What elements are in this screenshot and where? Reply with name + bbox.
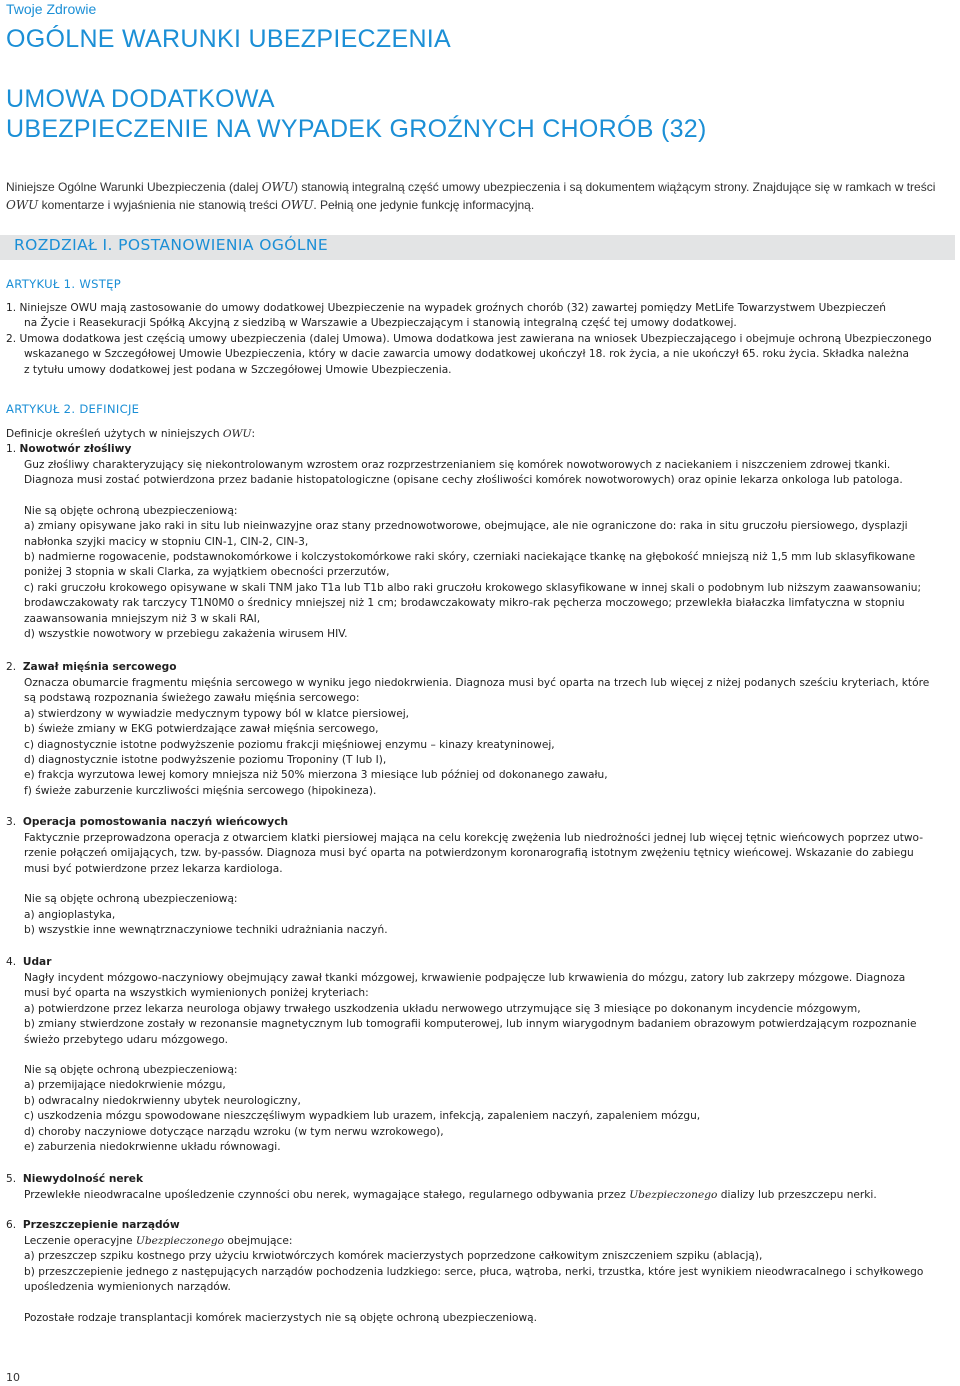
definition-5-body: Przewlekłe nieodwracalne upośledzenie czynności obu nerek, wymagające stałego, regularnego odbywania przez Ubezpieczonego dializy lub przeszczepu nerki. [24,1189,877,1201]
definition-4-heading: 4. Udar [6,956,52,968]
definition-1-body: Guz złośliwy charakteryzujący się niekontrolowanym wzrostem oraz rozprzestrzenianiem się komórek nowotworowych z naciekaniem i niszczeniem zdrowej tkanki. Diagnoza musi zostać potwierdzona przez badanie histopatologiczne (opisane cechy złośliwości komórek nowotworowych) oraz opinie lekarza onkologa lub patologa. Nie są objęte ochroną ubezpieczeniową: a) zmiany opisywane jako raki in situ lub nieinwazyjne oraz stany przednowotworowe, obejmujące, ale nie ograniczone do: raka in situ gruczołu piersiowego, dysplazji nabłonka szyjki macicy w stopniu CIN-1, CIN-2, CIN-3, b) nadmierne rogowacenie, podstawnokomórkowe i kolczystokomórkowe raki skóry, czerniaki naciekające tkankę na głębokość mniejszą niż 1,5 mm lub sklasyfikowane poniżej 3 stopnia w skali Clarka, za wyjątkiem obecności przerzutów, c) raki gruczołu krokowego opisywane w skali TNM jako T1a lub T1b albo raki gruczołu krokowego sklasyfikowane w innej skali o podobnym lub niższym zaawansowaniu; brodawczakowaty rak tarczycy T1N0M0 o średnicy mniejszej niż 1 cm; brodawczakowaty mikro-rak pęcherza moczowego; przewlekła białaczka limfatyczna w stopniu zaawansowania mniejszym niż 3 w skali RAI, d) wszystkie nowotwory w przebiegu zakażenia wirusem HIV. [24,459,922,641]
document-title: OGÓLNE WARUNKI UBEZPIECZENIA [6,25,452,53]
article-1-heading: ARTYKUŁ 1. WSTĘP [6,277,122,291]
definition-number: 1. [6,443,17,456]
chapter-heading: ROZDZIAŁ I. POSTANOWIENIA OGÓLNE [14,236,329,254]
article-2-lead: Definicje określeń użytych w niniejszych OWU: 1. Nowotwór złośliwy [6,428,256,456]
article-1-body [6,301,956,378]
definition-5-heading: 5. Niewydolność nerek [6,1173,144,1185]
definition-4-body: Nagły incydent mózgowo-naczyniowy obejmujący zawał tkanki mózgowej, krwawienie podpajęcze lub krwawienia do mózgu, zatory lub zakrzepy mózgowe. Diagnoza musi być oparta na wszystkich wymienionych poniżej kryteriach: a) potwierdzone przez lekarza neurologa objawy trwałego uszkodzenia układu nerwowego utrzymujące się 3 miesiące po dokonanym incydencie mózgowym, b) zmiany stwierdzone zostały w rezonansie magnetycznym lub tomografii komputerowej, lub innym wiarygodnym badaniem obrazowym potwierdzającym rozpoznanie świeżo przebytego udaru mózgowego. Nie są objęte ochroną ubezpieczeniową: a) przemijające niedokrwienie mózgu, b) odwracalny niedokrwienny ubytek neurologiczny, c) uszkodzenia mózgu spowodowane nieszczęśliwym wypadkiem lub urazem, infekcją, zapaleniem naczyń, zapaleniem mózgu, d) choroby naczyniowe dotyczące narządu wzroku (w tym nerwu wzrokowego), e) zaburzenia niedokrwienne układu równowagi. [24,972,917,1154]
definition-title: Nowotwór złośliwy [19,443,132,456]
art1-p2-line: z tytułu umowy dodatkowej jest podana w Szczegółowej Umowie Ubezpieczenia. [24,363,452,376]
article-2-heading: ARTYKUŁ 2. DEFINICJE [6,402,140,416]
intro-paragraph: Niniejsze Ogólne Warunki Ubezpieczenia (dalej OWU) stanowią integralną część umowy ubezpieczenia i są dokumentem wiążącym strony. Znajdujące się w ramkach w treści OWU komentarze i wyjaśnienia nie stanowią treści OWU. Pełnią one jedynie funkcję informacyjną. [6,180,936,212]
art1-p1-line: na Życie i Reasekuracji Spółką Akcyjną z siedzibą w Warszawie a Ubezpieczającym i stanowią integralną część tej umowy dodatkowej. [24,317,737,330]
art1-p2-line: wskazanego w Szczegółowej Umowie Ubezpieczenia, który w dacie zawarcia umowy dodatkowej ukończył 18. rok życia, a nie ukończył 65. roku życia. Składka należna [24,348,910,361]
definition-2-body: Oznacza obumarcie fragmentu mięśnia sercowego w wyniku jego niedokrwienia. Diagnoza musi być oparta na trzech lub więcej z niżej podanych sześciu kryteriach, które są podstawą rozpoznania świeżego zawału mięśnia sercowego: a) stwierdzony w wywiadzie medycznym typowy ból w klatce piersiowej, b) świeże zmiany w EKG potwierdzające zawał mięśnia sercowego, c) diagnostycznie istotne podwyższenie poziomu frakcji mięśniowej enzymu – kinazy kreatyninowej, d) diagnostycznie istotne podwyższenie poziomu Troponiny (T lub I), e) frakcja wyrzutowa lewej komory mniejsza niż 50% mierzona 3 miesiące lub później od dokonanego zawału, f) świeże zaburzenie kurczliwości mięśnia sercowego (hipokineza). [24,677,930,797]
document-subtitle-2: UBEZPIECZENIE NA WYPADEK GROŹNYCH CHORÓB (32) [6,115,707,143]
definition-3-body: Faktycznie przeprowadzona operacja z otwarciem klatki piersiowej mająca na celu korekcję zwężenia lub niedrożności jednej lub więcej tętnic wieńcowych poprzez utwo- rzenie połączeń omijających, tzw. by-passów. Diagnoza musi być oparta na potwierdzonym koronarografią istotnym zwężeniu tętnicy wieńcowej. Wskazanie do zabiegu musi być potwierdzone przez lekarza kardiologa. Nie są objęte ochroną ubezpieczeniową: a) angioplastyka, b) wszystkie inne wewnątrznaczyniowe techniki udrażniania naczyń. [24,832,924,937]
definition-2-heading: 2. Zawał mięśnia sercowego [6,661,177,673]
definition-6-heading: 6. Przeszczepienie narządów [6,1219,180,1231]
chapter-heading-bar [0,235,955,260]
definition-6-body: Leczenie operacyjne Ubezpieczonego obejmujące: a) przeszczep szpiku kostnego przy użyciu krwiotwórczych komórek macierzystych poprzedzone całkowitym zniszczeniem szpiku (ablacją), b) przeszczepienie jednego z następujących narządów pochodzenia ludzkiego: serce, płuca, wątroba, nerki, trzustka, które jest wynikiem nieodwracalnego i schyłkowego upośledzenia wymienionych narządów. Pozostałe rodzaje transplantacji komórek macierzystych nie są objęte ochroną ubezpieczeniową. [24,1235,924,1324]
art1-p2-line: 2. Umowa dodatkowa jest częścią umowy ubezpieczenia (dalej Umowa). Umowa dodatkowa jest zawierana na wniosek Ubezpieczającego i obejmuje ochroną Ubezpieczonego [6,332,932,345]
brand-label: Twoje Zdrowie [6,1,97,17]
art1-p1-line: 1. Niniejsze OWU mają zastosowanie do umowy dodatkowej Ubezpieczenie na wypadek groźnych chorób (32) zawartej pomiędzy MetLife Towarzystwem Ubezpieczeń [6,302,886,314]
page-number: 10 [6,1371,20,1384]
document-subtitle-1: UMOWA DODATKOWA [6,85,275,113]
definition-3-heading: 3. Operacja pomostowania naczyń wieńcowych [6,816,289,828]
